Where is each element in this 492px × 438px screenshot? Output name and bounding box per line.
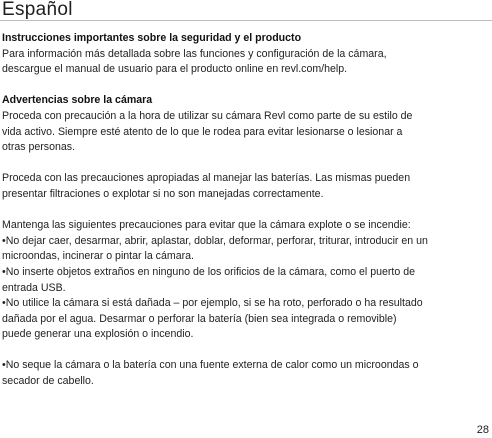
- warning-paragraph-3-line-6: •No utilice la cámara si está dañada – por ejemplo, si se ha roto, perforado o ha resultado: [2, 297, 423, 310]
- warnings-section: [2, 93, 490, 389]
- warning-paragraph-3-line-4: •No inserte objetos extraños en ninguno de los orificios de la cámara, como el puerto de: [2, 265, 415, 278]
- warning-paragraph-1-line-3: otras personas.: [2, 141, 76, 154]
- warning-paragraph-2-line-1: Proceda con las precauciones apropiadas al manejar las baterías. Las mismas pueden: [2, 172, 411, 185]
- safety-line-1: Para información más detallada sobre las funciones y configuración de la cámara,: [2, 47, 387, 60]
- safety-heading: Instrucciones importantes sobre la seguridad y el producto: [2, 32, 302, 44]
- warning-paragraph-3-line-7: dañada por el agua. Desarmar o perforar la batería (bien sea integrada o removible): [2, 312, 397, 325]
- warning-paragraph-3-line-1: Mantenga las siguientes precauciones para evitar que la cámara explote o se incendie:: [2, 219, 411, 232]
- paragraph-spacer: [2, 156, 490, 172]
- warning-paragraph-4: [2, 358, 490, 389]
- warning-paragraph-2-line-2: presentar filtraciones o explotar si no son manejadas correctamente.: [2, 187, 324, 200]
- warning-paragraph-2: [2, 171, 490, 202]
- warning-paragraph-3-line-3: microondas, incinerar o pintar la cámara.: [2, 250, 194, 263]
- safety-section: [2, 31, 490, 78]
- warnings-heading: Advertencias sobre la cámara: [2, 94, 153, 107]
- warning-paragraph-3-line-2: •No dejar caer, desarmar, abrir, aplastar, doblar, deformar, perforar, triturar, introducir en un: [2, 234, 428, 247]
- page-number: 28: [476, 424, 489, 436]
- warning-paragraph-1-line-1: Proceda con precaución a la hora de utilizar su cámara Revl como parte de su estilo de: [2, 109, 413, 122]
- warning-paragraph-3-line-8: puede generar una explosión o incendio.: [2, 328, 194, 341]
- language-title: Español: [2, 0, 73, 20]
- warning-paragraph-1-line-2: vida activo. Siempre esté atento de lo que le rodea para evitar lesionarse o lesionar a: [2, 125, 403, 138]
- paragraph-spacer: [2, 203, 490, 219]
- paragraph-spacer: [2, 343, 490, 359]
- paragraph-spacer: [2, 78, 490, 94]
- title-divider: [0, 20, 492, 21]
- warning-paragraph-4-line-2: secador de cabello.: [2, 375, 94, 388]
- warning-paragraph-3-line-5: entrada USB.: [2, 281, 66, 294]
- document-body: [2, 31, 490, 390]
- warning-paragraph-4-line-1: •No seque la cámara o la batería con una fuente externa de calor como un microondas o: [2, 359, 419, 372]
- warning-paragraph-3: [2, 218, 490, 343]
- warning-paragraph-1: [2, 109, 490, 156]
- safety-line-2: descargue el manual de usuario para el producto online en revl.com/help.: [2, 63, 348, 76]
